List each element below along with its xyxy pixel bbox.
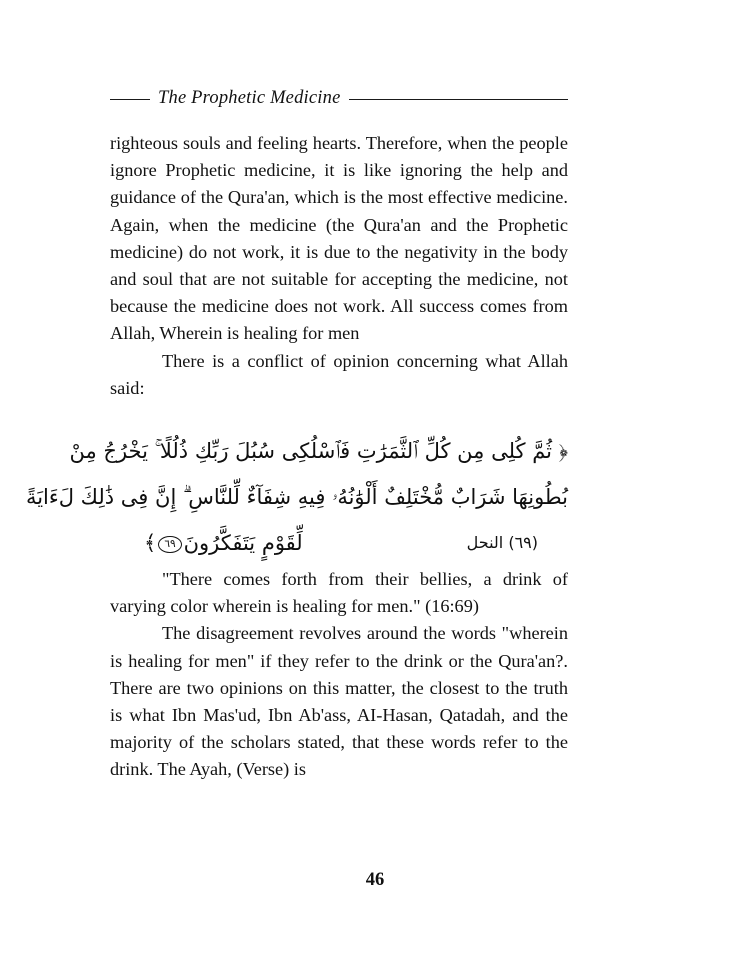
ayah-number-ornament-icon: ٦٩ — [158, 536, 181, 553]
verse-reference: (٦٩) النحل — [466, 533, 538, 553]
verse-line-3 — [110, 520, 303, 566]
verse-closing-bracket-icon: ﴾ — [144, 531, 157, 556]
header-title: The Prophetic Medicine — [158, 87, 341, 108]
paragraph-conflict-of-opinion: There is a conflict of opinion concerning what Allah said: — [110, 350, 568, 398]
header-rule-left-icon — [110, 99, 150, 100]
text-column — [25, 130, 568, 784]
verse-line-1: ﴿ ثُمَّ كُلِى مِن كُلِّ ٱلثَّمَرَٰتِ فَٱسْلُكِى سُبُلَ رَبِّكِ ذُلُلًا ۚ يَخْرُجُ مِنْ — [69, 439, 568, 464]
quran-verse-block — [25, 428, 568, 566]
paragraph-disagreement: The disagreement revolves around the words "wherein is healing for men" if they refer to the drink or the Qura'an?. There are two opinions on this matter, the closest to the truth is what Ibn Mas'ud, Ibn Ab'ass, AI-Hasan, Qatadah, and the majority of the scholars stated, that these words refer to the drink. The Ayah, (Verse) is — [110, 623, 568, 780]
verse-line-3-row — [110, 520, 568, 566]
paragraph-verse-translation: "There comes forth from their bellies, a drink of varying color wherein is healing for men." (16:69) — [110, 569, 568, 617]
header-rule-right-icon — [349, 99, 569, 100]
verse-line-3-text: لِّقَوْمٍ يَتَفَكَّرُونَ — [183, 531, 303, 556]
verse-line-2: بُطُونِهَا شَرَابٌ مُّخْتَلِفٌ أَلْوَٰنُهُۥ فِيهِ شِفَآءٌ لِّلنَّاسِ ۗ إِنَّ فِى ذَٰلِكَ لَءَايَةً — [25, 485, 568, 510]
running-header — [110, 86, 568, 112]
paragraph-continuation: righteous souls and feeling hearts. Therefore, when the people ignore Prophetic medicine, it is like ignoring the help and guidance of the Qura'an, which is the most effective medicine. Again, when the medicine (the Qura'an and the Prophetic medicine) do not work, it is due to the negativity in the body and soul that are not suitable for accepting the medicine, not because the medicine does not work. All success comes from Allah, Wherein is healing for men — [110, 133, 568, 344]
page-number: 46 — [365, 870, 385, 890]
